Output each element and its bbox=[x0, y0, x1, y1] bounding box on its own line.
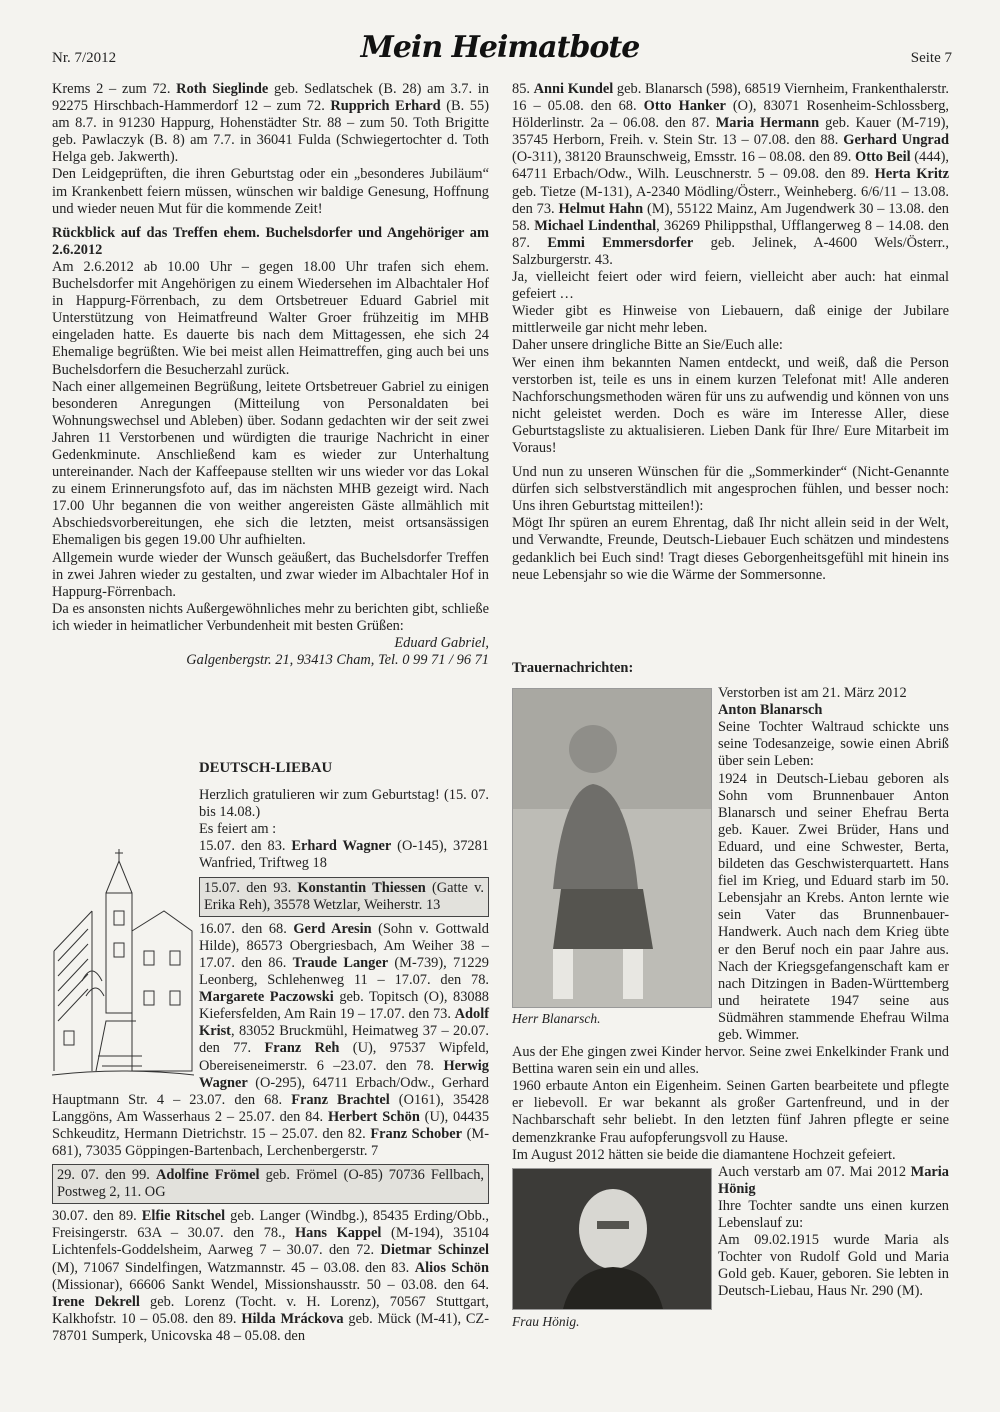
deutsch-liebau-heading: DEUTSCH-LIEBAU bbox=[199, 760, 333, 776]
right-column bbox=[512, 81, 949, 584]
photo-blanarsch-block bbox=[512, 688, 710, 1027]
birthday-intro: Herzlich gratulieren wir zum Geburtstag! (15. 07. bis 14.08.) bbox=[199, 787, 489, 821]
obituary-1-paragraph-5: Im August 2012 hätten sie beide die diamantene Hochzeit gefeiert. bbox=[512, 1146, 896, 1163]
rueckblick-paragraph-4: Da es ansonsten nichts Außergewöhnliches mehr zu berichten gibt, schließe ich wieder in heimatlicher Verbundenheit mit besten Grüßen: bbox=[52, 600, 489, 634]
obituaries-heading: Trauernachrichten: bbox=[512, 660, 634, 676]
issue-number: Nr. 7/2012 bbox=[52, 50, 117, 66]
obituary-2-paragraph-2: Am 09.02.1915 wurde Maria als Tochter von Rudolf Gold und Maria Gold geb. Kauer, geboren. Sie lebten in Deutsch-Liebau, Haus Nr. 290 (M). bbox=[718, 1232, 949, 1300]
wishes-paragraph: Den Leidgeprüften, die ihren Geburtstag oder ein „besonderes Jubiläum“ im Krankenbett feiern müssen, wünschen wir baldige Genesung, Hoffnung und wieder neuen Mut für die kommende Zeit! bbox=[52, 166, 489, 217]
obituary-1-paragraph-1: Seine Tochter Waltraud schickte uns seine Todesanzeige, sowie einen Abriß über sein Leben: bbox=[718, 719, 949, 770]
obituary-2-intro: Auch verstarb am 07. Mai 2012 Maria Hönig bbox=[718, 1163, 949, 1197]
birthday-list-august-cont: 85. Anni Kundel geb. Blanarsch (598), 68519 Viernheim, Frankenthalerstr. 16 – 05.08. den 68. Otto Hanker (O), 83071 Rosenheim-Schlossberg, Hölderlinstr. 2a – 06.08. den 87. Maria Hermann geb. Kauer (M-719), 35745 Herborn, Freih. v. Stein Str. 13 – 07.08. den 88. Gerhard Ungrad (O-311), 38120 Braunschweig, Emsstr. 16 – 08.08. den 89. Otto Beil (444), 64711 Erbach/Odw., Wilh. Leuschnerstr. 5 – 09.08. den 89. Herta Kritz geb. Tietze (M-131), A-2340 Mödling/Österr., Weinheberg. 6/6/11 – 13.08. den 73. Helmut Hahn (M), 55122 Mainz, Am Jugendwerk 30 – 13.08. den 58. Michael Lindenthal, 36269 Philippsthal, Ufflangerweg 8 – 14.08. den 87. Emmi Emmersdorfer geb. Jelinek, A-4600 Wels/Österr., Salzburgerstr. 43. bbox=[512, 81, 950, 268]
rueckblick-paragraph-1: Am 2.6.2012 ab 10.00 Uhr – gegen 18.00 Uhr trafen sich ehem. Buchelsdorfer mit Angehörigen zu einem Wiedersehen im Albachtaler Hof in Happurg-Förrenbach, zu dem Ortsbetreuer Eduard Gabriel mit Unterstützung von Heimatfreund Walter Groer frühzeitig im MHB eingeladen hatte. Es dauerte bis nach dem Mittagessen, ehe sich 24 Ehemalige begrüßten. Wie bei meist allen Heimattreffen, ging auch bei uns Buchelsdorfern die Besucherzahl zurück. bbox=[52, 258, 489, 378]
town-sketch-illustration bbox=[52, 831, 194, 1077]
left-column bbox=[52, 81, 489, 669]
obituaries-section bbox=[512, 660, 949, 1334]
birthday-list-july: 16.07. den 68. Gerd Aresin (Sohn v. Gottwald Hilde), 86573 Obergriesbach, Am Weiher 38 – 17.07. den 86. Traude Langer (M-739), 71229 Leonberg, Schlehenweg 11 – 17.07. den 78. Margarete Paczowski geb. Topitsch (O), 83088 Kiefersfelden, Am Rain 19 – 17.07. den 73. Adolf Krist, 83052 Bruckmühl, Heimatweg 37 – 20.07. den 77. Franz Reh (U), 97537 Wipfeld, Obereiseneimerstr. 6 –23.07. den 78. Herwig Wagner (O-295), 64711 Erbach/Odw., Gerhard Hauptmann Str. 4 – 23.07. den 68. Franz Brachtel (O161), 35428 Langgöns, Am Wasserhaus 2 – 25.07. den 84. Herbert Schön (U), 04435 Schkeuditz, Hermann Dietrichstr. 15 – 25.07. den 82. Franz Schober (M-681), 73035 Göppingen-Bartenbach, Lerchenbergerstr. 7 bbox=[52, 920, 490, 1159]
request-line: Daher unsere dringliche Bitte an Sie/Euch alle: bbox=[512, 337, 783, 354]
rueckblick-paragraph-3: Allgemein wurde wieder der Wunsch geäußert, das Buchelsdorfer Treffen in zwei Jahren wieder zu gestalten, und zwar wieder im Albachtaler Hof in Happurg-Förrenbach. bbox=[52, 549, 489, 600]
obituary-1-paragraph-4: 1960 erbaute Anton ein Eigenheim. Seinen Garten bearbeitete und pflegte er liebevoll. Er war bekannt als großer Gartenfreund, und in der Nachbarschaft sehr beliebt. In den letzten fünf Jahren pflegte er seine demenzkranke Frau aufopferungsvoll zu Hause. bbox=[512, 1078, 949, 1146]
portrait-woman-icon bbox=[513, 1169, 711, 1309]
maybe-celebrated: Ja, vielleicht feiert oder wird feiern, vielleicht aber auch: hat einmal gefeiert … bbox=[512, 269, 949, 303]
obituary-1-paragraph-2: 1924 in Deutsch-Liebau geboren als Sohn vom Brunnenbauer Anton Blanarsch und seiner Ehefrau Berta geb. Kauer. Zwei Brüder, Hans und Eduard, und eine Schwester, Berta, bildeten das Geschwisterquartett. Hans fiel im Krieg, und Eduard starb im 50. Lebensjahr an Krebs. Anton lernte wie sein Vater das Brunnenbauer-Handwerk. Auch nach dem Krieg übte er den Beruf noch ein paar Jahre aus. Nach der Kriegsgefangenschaft kam er nach Ditzingen in Baden-Württemberg und heiratete 1947 seine aus Südmähren stammende Ehefrau Wilma geb. Wimmer. bbox=[718, 770, 949, 1043]
masthead-logo: Mein Heimatbote bbox=[360, 30, 640, 65]
birthday-list-continued: Krems 2 – zum 72. Roth Sieglinde geb. Sedlatschek (B. 28) am 3.7. in 92275 Hirschbach-Hammerdorf 12 – zum 72. Rupprich Erhard (B. 55) am 8.7. in 91230 Happurg, Hohenstädter Str. 88 – zum 50. Toth Brigitte geb. Pawlaczyk (B. 8) am 7.7. in 36041 Fulda (Schwiegertochter d. Toth Helga geb. Jakwerth). bbox=[52, 81, 489, 166]
obituary-1-paragraph-3: Aus der Ehe gingen zwei Kinder hervor. Seine zwei Enkelkinder Frank und Bettina waren sein ein und alles. bbox=[512, 1044, 949, 1078]
request-paragraph: Wer einen ihm bekannten Namen entdeckt, und weiß, daß die Person verstorben ist, teile es uns in einem kurzen Telefonat mit! Alle anderen Nachforschungsmethoden wären für uns zu aufwendig und können von uns nicht geleistet werden. Doch es wäre im Interesse Aller, diese Geburtstagsliste zu aktualisieren. Lieben Dank für Ihre/ Eure Mitarbeit im Voraus! bbox=[512, 354, 949, 456]
wishes-summer-paragraph: Mögt Ihr spüren an eurem Ehrentag, daß Ihr nicht allein seid in der Welt, und Verwandte, Freunde, Deutsch-Liebauer Euch schätzen und mindestens gedanklich bei Euch sind! Tragt dieses Geborgenheitsgefühl mit hinein ins neue Lebensjahr so wie die Wärme der Sommersonne. bbox=[512, 515, 949, 583]
birthday-list-august: 30.07. den 89. Elfie Ritschel geb. Langer (Windbg.), 85435 Erding/Obb., Freisingerstr. 63A – 30.07. den 78., Hans Kappel (M-194), 35104 Lichtenfels-Goddelsheim, Aarweg 7 – 30.07. den 72. Dietmar Schinzel (M), 71067 Sindelfingen, Watzmannstr. 45 – 03.08. den 83. Alios Schön (Missionar), 66606 Sankt Wendel, Missionshausstr. 50 – 03.08. den 64. Irene Dekrell geb. Lorenz (Tocht. v. H. Lorenz), 70567 Stuttgart, Kalkhofstr. 10 – 05.08. den 89. Hilda Mráckova geb. Mück (M-41), CZ-78701 Sumperk, Unicovska 48 – 05.08. den bbox=[52, 1208, 490, 1344]
photo-blanarsch bbox=[512, 688, 712, 1008]
birthday-intro-2: Es feiert am : bbox=[199, 821, 277, 838]
summer-children-paragraph: Und nun zu unseren Wünschen für die „Sommerkinder“ (Nicht-Genannte dürfen sich selbstverständlich mit angesprochen fühlen, und besser noch: Uns ihren Geburtstag mitteilen!): bbox=[512, 464, 949, 515]
rueckblick-heading: Rückblick auf das Treffen ehem. Buchelsdorfer und Angehöriger am 2.6.2012 bbox=[52, 224, 489, 258]
obituary-2-paragraph-1: Ihre Tochter sandte uns einen kurzen Lebenslauf zu: bbox=[718, 1197, 949, 1231]
signature-address: Galgenbergstr. 21, 93413 Cham, Tel. 0 99 71 / 96 71 bbox=[186, 652, 489, 669]
deutsch-liebau-section bbox=[52, 760, 489, 1345]
caption-blanarsch: Herr Blanarsch. bbox=[512, 1011, 601, 1027]
caption-hoenig: Frau Hönig. bbox=[512, 1313, 580, 1329]
portrait-man-icon bbox=[513, 689, 711, 1007]
church-sketch-icon bbox=[52, 831, 194, 1077]
page-number: Seite 7 bbox=[910, 50, 952, 66]
rueckblick-paragraph-2: Nach einer allgemeinen Begrüßung, leitete Ortsbetreuer Gabriel zu einigen besonderen Anregungen (Mitteilung von Personaldaten bei Wohnungswechsel und Ableben) über. Sodann gedachten wir der seit zwei Jahren 11 Verstorbenen und würdigten die traurige Nachricht in einer Gedenkminute. Anschließend kam es wieder zur Unterhaltung untereinander. Nach der Kaffeepause stellten wir uns wieder vor das Lokal zu einem Erinnerungsfoto auf, das im nächsten MHB gezeigt wird. Nach 17.00 Uhr begannen die von weither angereisten Gäste allmählich mit Abschiedsvorbereitungen, ehe sich die letzten, meist ortsansässigen Ehemaligen bis gegen 19.00 Uhr aufhielten. bbox=[52, 378, 489, 549]
highlight-box-froemel: 29. 07. den 99. Adolfine Frömel geb. Frömel (O-85) 70736 Fellbach, Postweg 2, 11. OG bbox=[52, 1164, 489, 1204]
hint-paragraph: Wieder gibt es Hinweise von Liebauern, daß einige der Jubilare mittlerweile gar nicht mehr leben. bbox=[512, 303, 949, 337]
photo-hoenig-block bbox=[512, 1168, 710, 1330]
highlight-box-thiessen: 15.07. den 93. Konstantin Thiessen (Gatte v. Erika Reh), 35578 Wetzlar, Weiherstr. 13 bbox=[199, 877, 489, 917]
obituary-1-intro: Verstorben ist am 21. März 2012 bbox=[718, 685, 907, 702]
birthday-entry: 15.07. den 83. Erhard Wagner (O-145), 37281 Wanfried, Triftweg 18 bbox=[199, 838, 489, 872]
signature-name: Eduard Gabriel, bbox=[394, 635, 489, 651]
obituary-1-name: Anton Blanarsch bbox=[718, 702, 823, 719]
photo-hoenig bbox=[512, 1168, 712, 1310]
